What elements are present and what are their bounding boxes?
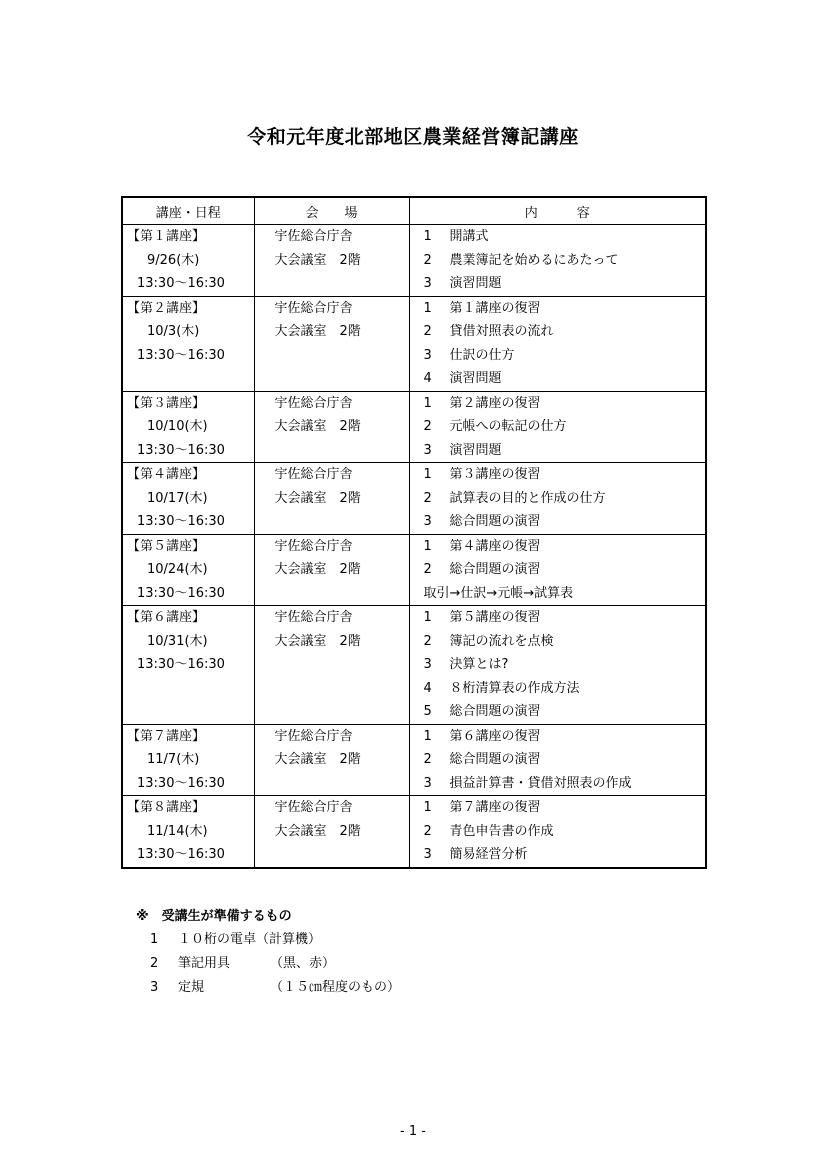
header-course-schedule: 講座・日程 — [122, 197, 254, 225]
content-item-text: 第６講座の復習 — [449, 728, 541, 744]
course-time: 13:30～16:30 — [137, 514, 225, 529]
content-item-text: 簡易経営分析 — [449, 847, 528, 862]
content-item-text: 演習問題 — [449, 276, 502, 291]
course-time: 13:30～16:30 — [137, 657, 225, 672]
venue-line: 大会議室 2階 — [274, 252, 361, 268]
course-schedule-cell — [122, 296, 254, 391]
content-item — [410, 843, 706, 867]
venue-cell — [254, 225, 409, 297]
notes-item-number: 1 — [150, 932, 159, 947]
content-item-number: 1 — [423, 300, 432, 316]
content-item-text: 簿記の流れを点検 — [449, 633, 554, 649]
content-item-text: 総合問題の演習 — [449, 562, 541, 577]
content-item — [410, 320, 706, 344]
content-item — [410, 748, 706, 772]
content-item-number: 2 — [423, 752, 432, 767]
content-item-number: 3 — [423, 847, 432, 862]
content-item — [410, 344, 706, 368]
header-venue: 会 場 — [254, 197, 409, 225]
content-item — [410, 653, 706, 677]
content-item-text: 元帳への転記の仕方 — [449, 419, 567, 434]
page-title: 令和元年度北部地区農業経営簿記講座 — [247, 126, 579, 148]
content-item — [410, 249, 706, 273]
venue-line: 大会議室 2階 — [274, 823, 361, 839]
content-item-number: 2 — [423, 823, 432, 839]
content-item-text: 第１講座の復習 — [449, 300, 541, 316]
content-item-number: 3 — [423, 276, 432, 291]
schedule-table — [121, 196, 707, 869]
preparation-notes — [136, 906, 400, 1000]
course-schedule-cell — [122, 606, 254, 725]
content-item — [410, 700, 706, 724]
venue-cell — [254, 796, 409, 868]
content-item — [410, 367, 706, 391]
content-item-text: 総合問題の演習 — [449, 514, 541, 529]
content-item-number: 3 — [423, 347, 432, 363]
course-time: 13:30～16:30 — [137, 276, 225, 291]
content-item-text: 試算表の目的と作成の仕方 — [449, 490, 606, 506]
course-schedule-cell — [122, 724, 254, 796]
content-item — [410, 630, 706, 654]
content-item-text: 総合問題の演習 — [449, 704, 541, 719]
notes-item-number: 2 — [150, 956, 159, 971]
content-item-text: 貸借対照表の流れ — [449, 324, 554, 339]
course-schedule-cell — [122, 534, 254, 606]
venue-line: 宇佐総合庁舎 — [274, 395, 353, 411]
venue-line: 宇佐総合庁舎 — [274, 300, 353, 316]
notes-heading: ※ 受講生が準備するもの — [136, 909, 292, 924]
content-item — [410, 796, 706, 820]
venue-line: 宇佐総合庁舎 — [274, 800, 353, 815]
content-item-number: 2 — [423, 324, 432, 339]
venue-cell — [254, 534, 409, 606]
content-item — [410, 463, 706, 487]
course-date: 10/3(木) — [147, 324, 200, 339]
content-item-number: 1 — [423, 538, 432, 554]
content-item — [410, 725, 706, 749]
content-item-number: 2 — [423, 633, 432, 649]
content-item-text: 青色申告書の作成 — [449, 823, 554, 839]
content-item-number: 3 — [423, 657, 432, 672]
content-item — [410, 582, 706, 606]
venue-line: 宇佐総合庁舎 — [274, 728, 353, 744]
venue-line: 大会議室 2階 — [274, 562, 361, 577]
venue-line: 宇佐総合庁舎 — [274, 538, 353, 554]
content-item-text: 第５講座の復習 — [449, 610, 541, 625]
content-item — [410, 297, 706, 321]
course-label: 【第７講座】 — [127, 728, 206, 744]
content-item-text: 第２講座の復習 — [449, 395, 541, 411]
content-item-number: 2 — [423, 562, 432, 577]
table-row — [122, 225, 706, 297]
table-row — [122, 296, 706, 391]
content-item-number: 5 — [423, 704, 432, 719]
content-item-number: 2 — [423, 252, 432, 268]
venue-line: 大会議室 2階 — [274, 324, 361, 339]
table-body — [122, 225, 706, 868]
venue-cell — [254, 391, 409, 463]
content-item — [410, 439, 706, 463]
content-item — [410, 820, 706, 844]
course-label: 【第８講座】 — [127, 800, 206, 815]
table-row — [122, 463, 706, 535]
content-item-number: 1 — [423, 467, 432, 482]
contents-cell — [409, 391, 706, 463]
venue-line: 宇佐総合庁舎 — [274, 467, 353, 482]
content-item-text: ８桁清算表の作成方法 — [449, 680, 580, 696]
content-item — [410, 392, 706, 416]
course-date: 11/7(木) — [147, 752, 200, 767]
course-time: 13:30～16:30 — [137, 847, 225, 862]
header-contents: 内 容 — [409, 197, 706, 225]
venue-line: 大会議室 2階 — [274, 633, 361, 649]
course-label: 【第３講座】 — [127, 395, 206, 411]
content-item-number: 4 — [423, 680, 432, 696]
notes-item — [136, 952, 400, 976]
course-date: 10/17(木) — [147, 490, 208, 506]
venue-line: 大会議室 2階 — [274, 752, 361, 767]
table-header-row — [122, 197, 706, 225]
course-time: 13:30～16:30 — [137, 585, 225, 601]
venue-cell — [254, 296, 409, 391]
content-item — [410, 510, 706, 534]
content-item-number: 1 — [423, 395, 432, 411]
content-item-text: 仕訳の仕方 — [449, 347, 515, 363]
venue-line: 大会議室 2階 — [274, 490, 361, 506]
contents-cell — [409, 296, 706, 391]
content-item — [410, 535, 706, 559]
course-schedule-cell — [122, 225, 254, 297]
content-item-text: 取引→仕訳→元帳→試算表 — [423, 585, 574, 601]
content-item-text: 第４講座の復習 — [449, 538, 541, 554]
page-number: - 1 - — [400, 1124, 426, 1139]
course-date: 10/24(木) — [147, 562, 208, 577]
notes-item-number: 3 — [150, 980, 159, 995]
contents-cell — [409, 534, 706, 606]
content-item-text: 決算とは? — [449, 657, 509, 672]
content-item — [410, 415, 706, 439]
content-item-number: 2 — [423, 490, 432, 506]
content-item-number: 1 — [423, 800, 432, 815]
content-item-number: 1 — [423, 229, 432, 244]
content-item — [410, 677, 706, 701]
content-item-text: 第３講座の復習 — [449, 467, 541, 482]
table-row — [122, 391, 706, 463]
content-item-text: 第７講座の復習 — [449, 800, 541, 815]
course-label: 【第５講座】 — [127, 538, 206, 554]
venue-cell — [254, 606, 409, 725]
content-item-text: 演習問題 — [449, 442, 502, 458]
content-item-text: 演習問題 — [449, 371, 502, 386]
notes-item — [136, 928, 400, 952]
content-item-number: 4 — [423, 371, 432, 386]
content-item — [410, 225, 706, 249]
notes-item — [136, 976, 400, 1000]
notes-item-name: １０桁の電卓（計算機） — [178, 932, 322, 947]
course-date: 10/31(木) — [147, 633, 208, 649]
content-item-number: 2 — [423, 419, 432, 434]
course-date: 10/10(木) — [147, 419, 208, 434]
notes-item-name: 定規 — [178, 980, 205, 995]
course-time: 13:30～16:30 — [137, 442, 225, 458]
course-label: 【第２講座】 — [127, 300, 206, 316]
table-row — [122, 796, 706, 868]
table-row — [122, 724, 706, 796]
content-item-number: 1 — [423, 728, 432, 744]
content-item — [410, 558, 706, 582]
venue-line: 大会議室 2階 — [274, 419, 361, 434]
course-label: 【第４講座】 — [127, 467, 206, 482]
table-row — [122, 534, 706, 606]
content-item — [410, 772, 706, 796]
venue-cell — [254, 724, 409, 796]
content-item-number: 3 — [423, 442, 432, 458]
content-item-text: 開講式 — [449, 229, 489, 244]
venue-cell — [254, 463, 409, 535]
course-date: 9/26(木) — [147, 252, 200, 268]
course-label: 【第１講座】 — [127, 229, 206, 244]
contents-cell — [409, 606, 706, 725]
contents-cell — [409, 225, 706, 297]
content-item — [410, 606, 706, 630]
contents-cell — [409, 463, 706, 535]
content-item — [410, 487, 706, 511]
content-item-number: 3 — [423, 514, 432, 529]
course-time: 13:30～16:30 — [137, 775, 225, 791]
course-label: 【第６講座】 — [127, 610, 206, 625]
course-date: 11/14(木) — [147, 823, 208, 839]
contents-cell — [409, 796, 706, 868]
content-item-text: 損益計算書・貸借対照表の作成 — [449, 775, 632, 791]
course-schedule-cell — [122, 463, 254, 535]
content-item-text: 総合問題の演習 — [449, 752, 541, 767]
content-item — [410, 272, 706, 296]
course-schedule-cell — [122, 391, 254, 463]
content-item-text: 農業簿記を始めるにあたって — [449, 252, 619, 268]
notes-item-detail: （１５㎝程度のもの） — [270, 980, 401, 995]
course-schedule-cell — [122, 796, 254, 868]
content-item-number: 1 — [423, 610, 432, 625]
table-row — [122, 606, 706, 725]
venue-line: 宇佐総合庁舎 — [274, 229, 353, 244]
notes-item-name: 筆記用具 — [178, 956, 231, 971]
content-item-number: 3 — [423, 775, 432, 791]
notes-item-detail: （黒、赤） — [270, 956, 336, 971]
contents-cell — [409, 724, 706, 796]
course-time: 13:30～16:30 — [137, 347, 225, 363]
venue-line: 宇佐総合庁舎 — [274, 610, 353, 625]
